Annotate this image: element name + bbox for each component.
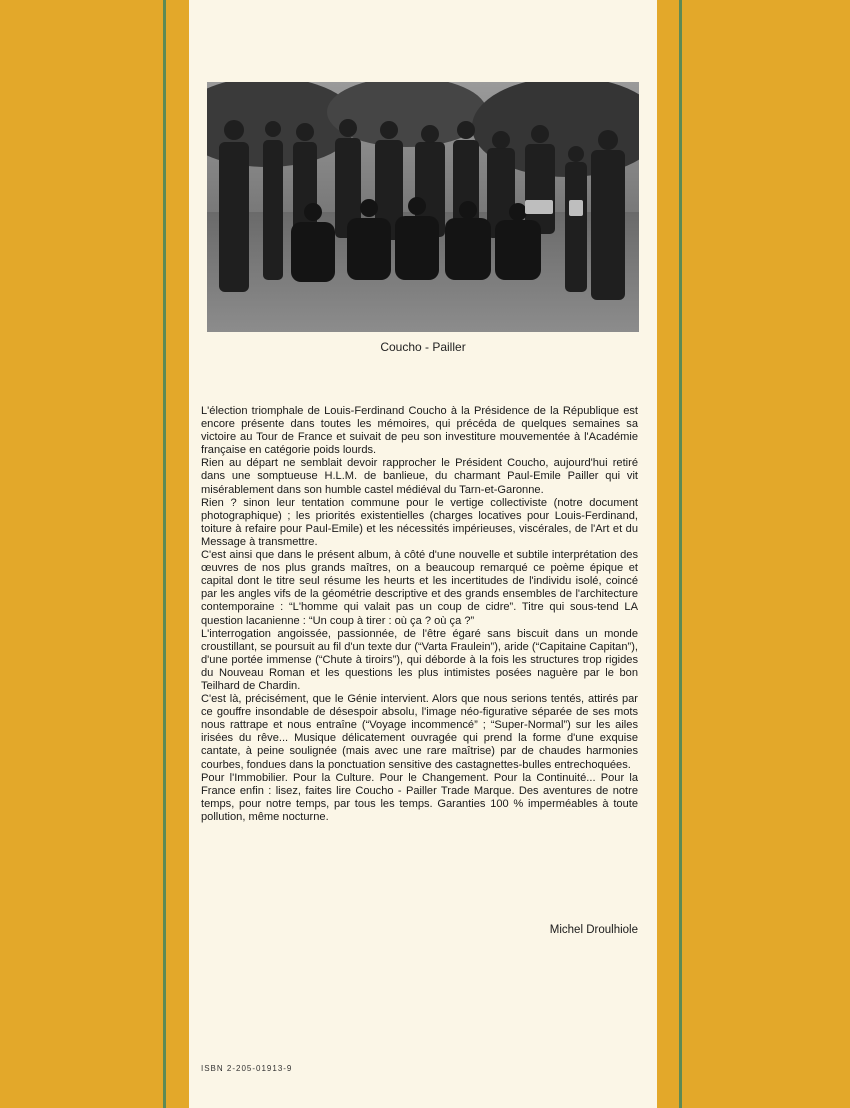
paragraph: C'est ainsi que dans le présent album, à côté d'une nouvelle et subtile interprétation des œuvres de nos plus grands maîtres, on a beaucoup remarqué ce poème épique et capital dont le titre seul résume les heurts et les incertitudes de l'individu isolé, coincé par les angles vifs de la géométrie descriptive et des grands ensembles de l'architecture contemporaine : “L'homme qui valait pas un coup de cidre”. Titre qui sous-tend LA question lacanienne : “Un coup à tirer : où ça ? où ça ?” — [201, 549, 638, 627]
paragraph: L'élection triomphale de Louis-Ferdinand Coucho à la Présidence de la République est encore présente dans toutes les mémoires, qui précéda de quelques semaines sa victoire au Tour de France et suivait de peu son investiture mouvementée à l'Académie française en catégorie poids lourds. — [201, 405, 638, 457]
left-green-stripe — [163, 0, 166, 1108]
back-cover-text — [201, 405, 638, 824]
paragraph: Rien au départ ne semblait devoir rapprocher le Président Coucho, aujourd'hui retiré dans une somptueuse H.L.M. de banlieue, du charmant Paul-Emile Pailler qui vit misérablement dans son humble castel médiéval du Tarn-et-Garonne. — [201, 457, 638, 496]
team-photo — [207, 82, 639, 332]
isbn-number: ISBN 2-205-01913-9 — [201, 1064, 293, 1073]
right-green-stripe — [679, 0, 682, 1108]
author-signature: Michel Droulhiole — [549, 924, 638, 936]
paragraph: Rien ? sinon leur tentation commune pour le vertige collectiviste (notre document photographique) ; les priorités existentielles (charges locatives pour Louis-Ferdinand, toiture à refaire pour Paul-Emile) et les nécessités impérieuses, viscérales, de l'Art et du Message à transmettre. — [201, 496, 638, 548]
paragraph: Pour l'Immobilier. Pour la Culture. Pour le Changement. Pour la Continuité... Pour la France enfin : lisez, faites lire Coucho - Pailler Trade Marque. Des aventures de notre temps, pour notre temps, par tous les temps. Garanties 100 % imperméables à toute pollution, même nocturne. — [201, 771, 638, 823]
photo-caption: Coucho - Pailler — [380, 340, 466, 354]
paragraph: L'interrogation angoissée, passionnée, de l'être égaré sans biscuit dans un monde croustillant, se poursuit au fil d'un texte dur (“Varta Fraulein”), aride (“Capitaine Capitan”), d'une portée immense (“Chute à tiroirs”), qui déborde à la fois les structures trop rigides du Nouveau Roman et les questions les plus intimistes posées naguère par le bon Teilhard de Chardin. — [201, 627, 638, 692]
paragraph: C'est là, précisément, que le Génie intervient. Alors que nous serions tentés, attirés par ce gouffre insondable de désespoir absolu, l'image néo-figurative séparée de ses mots nous rattrape et nous entraîne (“Voyage incommencé” ; “Super-Normal”) sur les ailes irisées du rêve... Musique délicatement ouvragée qui prend la forme d'une exquise cantate, à peine soulignée (mais avec une rare maîtrise) par de chaudes harmonies courbes, fondues dans la ponctuation sensitive des castagnettes-bulles entrechoquées. — [201, 693, 638, 771]
